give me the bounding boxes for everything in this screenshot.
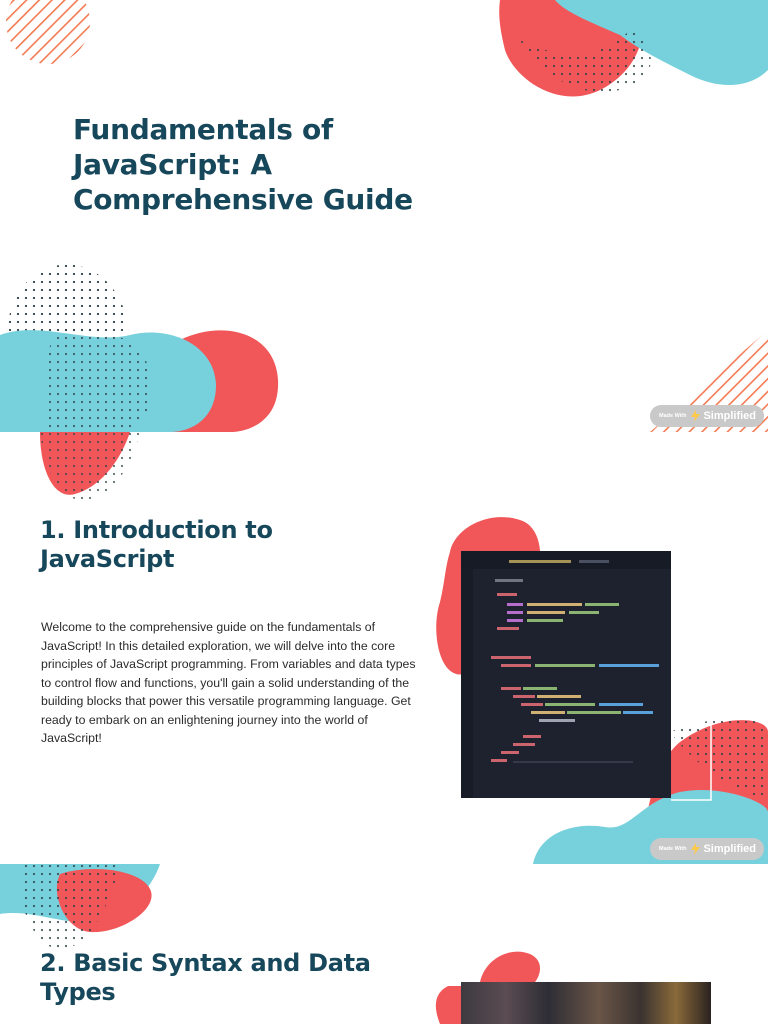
code-screenshot-graphic (461, 551, 671, 798)
page-title: Fundamentals of JavaScript: A Comprehensive Guide (73, 113, 413, 216)
title-slide (0, 0, 768, 432)
code-editor-image (461, 551, 671, 798)
introduction-slide (0, 432, 768, 864)
made-with-simplified-badge[interactable] (650, 405, 764, 427)
lightning-icon-2 (691, 843, 700, 855)
section-title-2: 2. Basic Syntax and Data Types (40, 949, 371, 1006)
section-title: 1. Introduction to JavaScript (40, 516, 273, 573)
made-with-simplified-badge-2[interactable] (650, 838, 764, 860)
basic-syntax-slide (0, 864, 768, 1024)
badge-prefix: Made With (659, 413, 687, 419)
lightning-icon (691, 410, 700, 422)
badge-brand-2: Simplified (703, 843, 757, 855)
intro-paragraph: Welcome to the comprehensive guide on the fundamentals of JavaScript! In this detailed exploration, we will delve into the core principles of JavaScript programming. From variables and data types to control flow and functions, you'll gain a solid understanding of the building blocks that power this versatile programming language. Get ready to embark on an enlightening journey into the world of JavaScript! (41, 620, 416, 745)
badge-brand: Simplified (703, 410, 757, 422)
badge-prefix-2: Made With (659, 846, 687, 852)
section-photo (461, 982, 711, 1024)
